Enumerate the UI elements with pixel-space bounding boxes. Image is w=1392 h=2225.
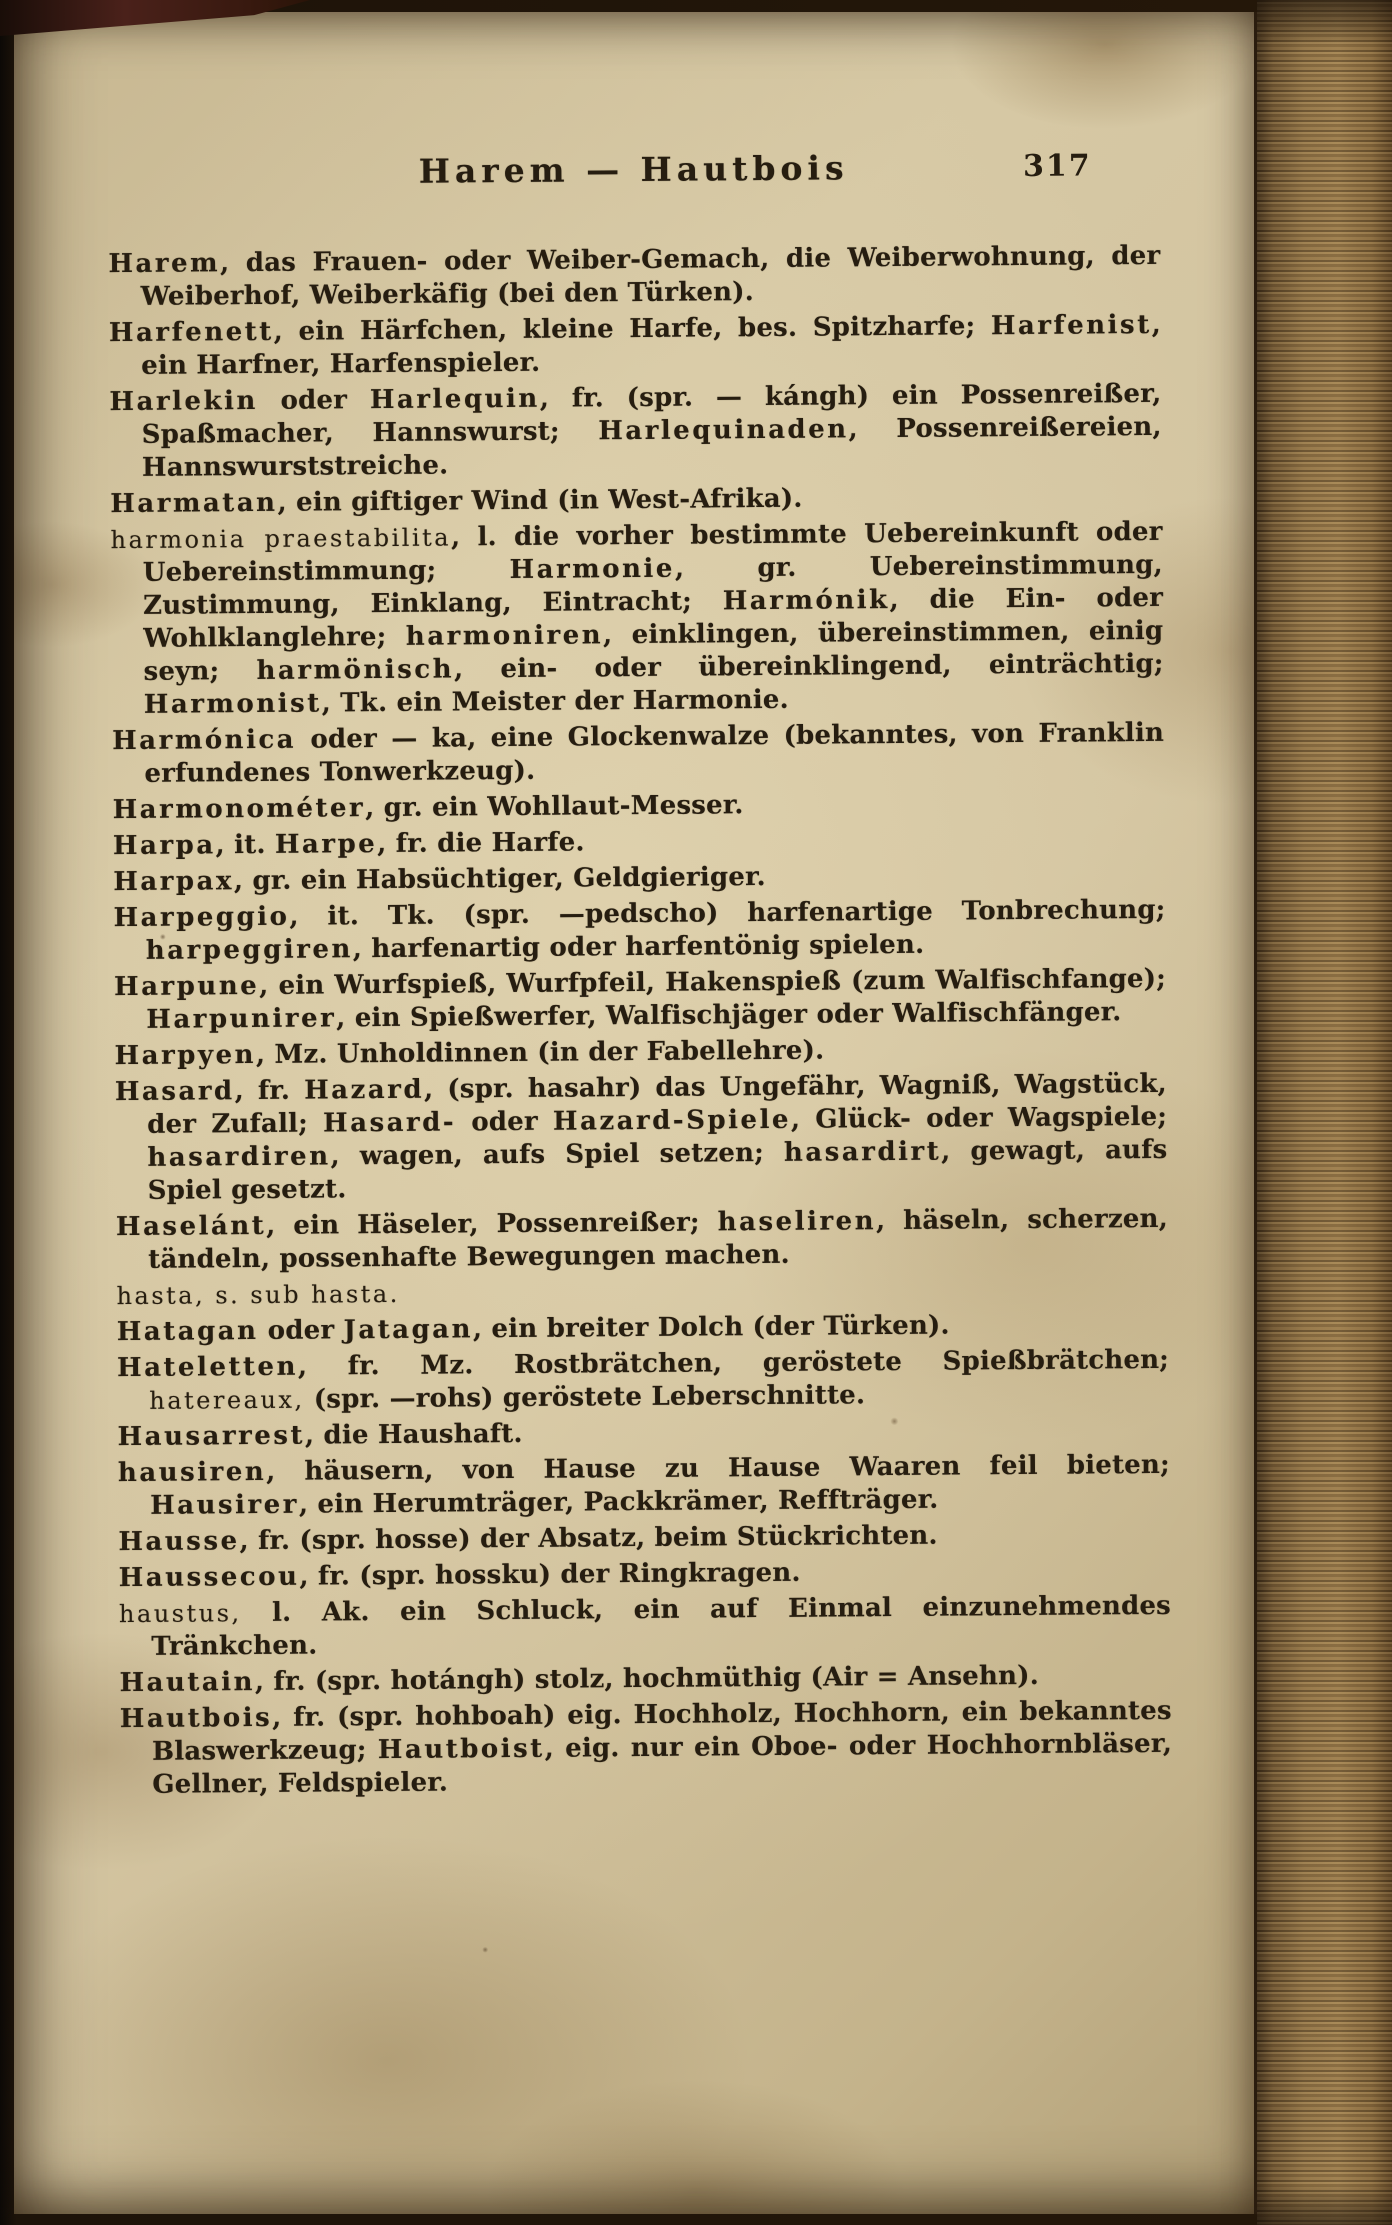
- entry-text: , l. die vorher bestimmte Uebereinkunft oder Uebereinstimmung;: [142, 516, 1163, 588]
- dictionary-entry: [114, 1032, 1166, 1073]
- entry-headword: Harpyen: [114, 1040, 257, 1072]
- dictionary-entry: [117, 1308, 1169, 1349]
- entry-text: , gr. Uebereinstimmung, Zustimmung, Einklang, Eintracht;: [142, 549, 1163, 621]
- dictionary-entry: [110, 516, 1164, 722]
- entry-text: , ein Spießwerfer, Walfischjäger oder Walfischfänger.: [336, 997, 1122, 1034]
- entry-headword: Hatagan: [116, 1316, 259, 1348]
- dictionary-entry: [117, 1344, 1169, 1418]
- entry-text: , fr. (spr. — kángh) ein Possenreißer, Spaßmacher, Hannswurst;: [141, 378, 1162, 450]
- dictionary-entry: [116, 1272, 1168, 1313]
- dictionary-entry: [115, 1068, 1168, 1208]
- entry-headword: Harlekin: [109, 385, 258, 418]
- dictionary-entry: [118, 1518, 1170, 1559]
- dictionary-entry: [113, 858, 1165, 899]
- running-title: Harem — Hautbois: [418, 148, 849, 191]
- entry-text: , häseln, scherzen, tändeln, possenhafte Bewegungen machen.: [148, 1203, 1169, 1275]
- dictionary-entry: [109, 309, 1161, 383]
- entry-headword: Harpunirer: [146, 1003, 337, 1035]
- entry-headword: Harpax: [113, 866, 235, 898]
- entry-text: , gr. ein Habsüchtiger, Geldgieriger.: [233, 862, 766, 897]
- entry-text: , gr. ein Wohllaut-Messer.: [365, 790, 744, 824]
- entry-headword: Hazard: [304, 1074, 425, 1106]
- entry-text: , ein Harfner, Harfenspieler.: [141, 309, 1162, 381]
- entry-headword: Hautain: [119, 1667, 256, 1699]
- entry-headword: harmönisch: [256, 654, 455, 687]
- entry-headword: Haselánt: [115, 1210, 267, 1243]
- dictionary-entry: [113, 822, 1165, 863]
- entry-headword: Harem: [108, 248, 221, 280]
- entry-headword: haseliren: [717, 1206, 877, 1238]
- dictionary-entry: [120, 1695, 1173, 1802]
- entry-text: , die Ein- oder Wohlklanglehre;: [143, 582, 1164, 654]
- entry-text: , das Frauen- oder Weiber-Gemach, die Weiberwohnung, der Weiberhof, Weiberkäfig (bei den Türken).: [140, 240, 1161, 312]
- entry-text: , it. Tk. (spr. —pedscho) harfenartige Tonbrechung;: [289, 894, 1166, 932]
- entry-text: , (spr. hasahr) das Ungefähr, Wagniß, Wagstück, der Zufall;: [147, 1068, 1167, 1140]
- entry-headword: Hasard-: [322, 1107, 457, 1139]
- entry-headword: Harlequinaden: [598, 414, 849, 447]
- entry-text: , Glück- oder Wagspiele;: [790, 1101, 1168, 1135]
- entry-text: , wagen, aufs Spiel setzen;: [330, 1137, 785, 1172]
- entry-headword: Harmónica: [112, 724, 297, 757]
- entry-headword: Hautbois: [119, 1702, 273, 1735]
- entry-text: oder — ka, eine Glockenwalze (bekanntes, von Franklin erfundenes Tonwerkzeug).: [144, 717, 1165, 789]
- entry-headword: harpeggiren: [145, 934, 353, 966]
- entry-text: (spr. —rohs) geröstete Leberschnitte.: [304, 1380, 866, 1415]
- dictionary-entry: [118, 1449, 1170, 1523]
- entry-headword: harmoniren: [405, 620, 604, 652]
- dictionary-entry: [109, 378, 1162, 485]
- entry-headword: Hasard: [114, 1076, 235, 1108]
- entry-headword: Hazard-Spiele: [552, 1104, 792, 1137]
- entry-headword: Harlequin: [369, 383, 540, 416]
- entry-text: , ein giftiger Wind (in West-Afrika).: [277, 483, 803, 518]
- entry-headword: Harpune: [113, 970, 260, 1003]
- page-header: [108, 146, 1160, 202]
- entry-headword: Hausirer: [150, 1489, 300, 1521]
- entry-latin-term: hasta, s. sub hasta.: [116, 1279, 400, 1311]
- dictionary-page: [14, 12, 1257, 2214]
- entry-text: oder: [258, 1315, 344, 1347]
- entry-text: , ein breiter Dolch (der Türken).: [472, 1310, 950, 1345]
- entry-text: , ein- oder übereinklingend, einträchtig;: [453, 648, 1164, 685]
- entry-text: , ein Herumträger, Packkrämer, Reffträger.: [298, 1484, 939, 1520]
- entry-text: , it.: [215, 829, 276, 861]
- entry-text: , harfenartig oder harfentönig spielen.: [352, 929, 925, 965]
- dictionary-entry: [119, 1659, 1171, 1700]
- entry-text: , ein Häseler, Possenreißer;: [266, 1207, 718, 1241]
- page-number: 317: [1022, 148, 1092, 184]
- entry-headword: Hateletten: [116, 1351, 299, 1384]
- entry-latin-term: haustus,: [118, 1599, 242, 1629]
- dictionary-entry: [114, 963, 1166, 1037]
- entry-headword: Harmatan: [110, 487, 278, 520]
- entry-text: oder: [456, 1106, 554, 1138]
- entry-text: l. Ak. ein Schluck, ein auf Einmal einzunehmendes Tränkchen.: [151, 1590, 1172, 1662]
- entry-text: , einklingen, übereinstimmen, einig seyn;: [143, 615, 1164, 687]
- entry-text: , fr. (spr. hosse) der Absatz, beim Stückrichten.: [239, 1520, 938, 1557]
- entry-text: , Tk. ein Meister der Harmonie.: [321, 684, 789, 719]
- entry-headword: Harfenist: [990, 309, 1152, 342]
- entry-headword: Haussecou: [118, 1561, 300, 1594]
- entry-latin-term: hatereaux,: [149, 1385, 305, 1415]
- entry-headword: hausiren: [117, 1456, 267, 1489]
- entry-headword: Hausse: [118, 1526, 240, 1558]
- dictionary-entry: [116, 1203, 1168, 1277]
- entry-headword: Hausarrest: [117, 1420, 306, 1453]
- entry-text: oder: [257, 385, 370, 416]
- entry-text: , häusern, von Hause zu Hause Waaren feil bieten;: [266, 1449, 1170, 1487]
- dictionary-entry: [112, 717, 1164, 791]
- entry-headword: Harmonist: [143, 688, 322, 720]
- entry-text: , Possenreißereien, Hannswurststreiche.: [141, 411, 1162, 483]
- dictionary-entry: [113, 894, 1165, 968]
- entry-headword: Harfenett: [108, 316, 274, 349]
- entry-text: , fr.: [234, 1075, 305, 1107]
- entry-text: , fr. (spr. hotángh) stolz, hochmüthig (Air = Ansehn).: [254, 1660, 1040, 1698]
- entry-headword: Harpa: [112, 830, 216, 862]
- book-fore-edge: [1257, 0, 1392, 2225]
- entry-text: , Mz. Unholdinnen (in der Fabellehre).: [255, 1035, 825, 1071]
- entry-headword: Harmonie: [509, 553, 676, 586]
- entry-text: , ein Härfchen, kleine Harfe, bes. Spitzharfe;: [273, 311, 991, 347]
- entry-text: , fr. (spr. hossku) der Ringkragen.: [299, 1557, 801, 1592]
- entry-headword: hasardiren: [147, 1141, 331, 1173]
- dictionary-entry: [119, 1590, 1171, 1664]
- entry-headword: Harmonométer: [112, 793, 366, 826]
- entry-text: , die Haushaft.: [304, 1418, 523, 1451]
- entry-headword: hasardirt: [783, 1136, 942, 1168]
- entry-headword: Hautboist: [377, 1733, 545, 1766]
- dictionary-entry: [108, 240, 1160, 314]
- entry-text: , gewagt, aufs Spiel gesetzt.: [147, 1134, 1168, 1206]
- entry-text: , fr. die Harfe.: [377, 827, 585, 860]
- dictionary-entry: [119, 1554, 1171, 1595]
- entry-text: , fr. Mz. Rostbrätchen, geröstete Spießbrätchen;: [297, 1344, 1170, 1382]
- dictionary-entry: [117, 1413, 1169, 1454]
- page-content: [108, 146, 1173, 1805]
- entry-latin-term: harmonia praestabilita: [110, 523, 452, 555]
- entry-headword: Harmónik: [722, 585, 890, 617]
- entry-text: , ein Wurfspieß, Wurfpfeil, Hakenspieß (zum Walfischfange);: [259, 963, 1167, 1001]
- entry-text: , eig. nur ein Oboe- oder Hochhornbläser, Gellner, Feldspieler.: [152, 1728, 1173, 1800]
- entry-text: , fr. (spr. hohboah) eig. Hochholz, Hochhorn, ein bekanntes Blaswerkzeug;: [151, 1695, 1172, 1767]
- dictionary-entry: [113, 786, 1165, 827]
- entry-headword: Jatagan: [343, 1314, 474, 1346]
- entries-list: [108, 240, 1172, 1802]
- dictionary-entry: [110, 480, 1162, 521]
- entry-headword: Harpe: [274, 829, 378, 860]
- entry-headword: Harpeggio: [113, 901, 290, 934]
